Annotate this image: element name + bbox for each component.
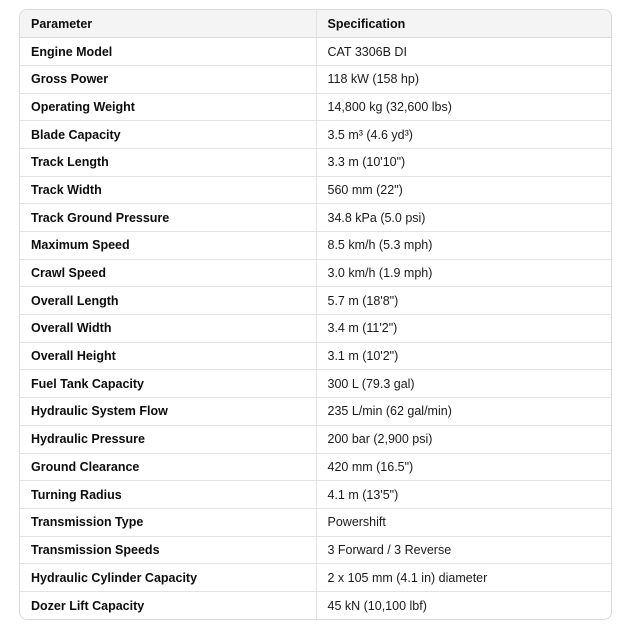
- specification-cell: 3.4 m (11'2"): [316, 315, 611, 343]
- table-row: [20, 121, 611, 149]
- specification-cell: 3.0 km/h (1.9 mph): [316, 259, 611, 287]
- specification-cell: 118 kW (158 hp): [316, 65, 611, 93]
- table-row: [20, 591, 611, 619]
- table-row: [20, 564, 611, 592]
- table-row: [20, 93, 611, 121]
- table-row: [20, 232, 611, 260]
- parameter-cell: Crawl Speed: [20, 259, 316, 287]
- column-header-specification: Specification: [316, 10, 611, 38]
- specification-cell: 8.5 km/h (5.3 mph): [316, 232, 611, 260]
- specification-cell: 14,800 kg (32,600 lbs): [316, 93, 611, 121]
- specification-cell: 200 bar (2,900 psi): [316, 425, 611, 453]
- column-header-parameter: Parameter: [20, 10, 316, 38]
- table-row: [20, 536, 611, 564]
- specification-cell: 3 Forward / 3 Reverse: [316, 536, 611, 564]
- parameter-cell: Hydraulic Pressure: [20, 425, 316, 453]
- parameter-cell: Engine Model: [31, 44, 113, 59]
- table-row: [20, 453, 611, 481]
- parameter-cell: Dozer Lift Capacity: [20, 591, 316, 619]
- specification-cell: CAT 3306B DI: [316, 38, 611, 66]
- parameter-cell: Overall Length: [20, 287, 316, 315]
- specification-cell: 45 kN (10,100 lbf): [316, 591, 611, 619]
- table-row: [20, 65, 611, 93]
- parameter-cell: Turning Radius: [20, 481, 316, 509]
- specification-cell: 235 L/min (62 gal/min): [316, 398, 611, 426]
- spec-table-container: [19, 9, 612, 620]
- parameter-cell: Gross Power: [20, 65, 316, 93]
- specification-cell: 3.3 m (10'10"): [316, 148, 611, 176]
- table-header-row: [20, 10, 611, 38]
- specification-cell: 560 mm (22"): [316, 176, 611, 204]
- parameter-cell: Overall Width: [20, 315, 316, 343]
- specification-cell: 300 L (79.3 gal): [316, 370, 611, 398]
- parameter-cell: Overall Height: [20, 342, 316, 370]
- specification-cell: 3.1 m (10'2"): [316, 342, 611, 370]
- specification-cell: 2 x 105 mm (4.1 in) diameter: [316, 564, 611, 592]
- table-row: [20, 204, 611, 232]
- specification-cell: 3.5 m³ (4.6 yd³): [316, 121, 611, 149]
- parameter-cell: Operating Weight: [20, 93, 316, 121]
- parameter-cell: Track Ground Pressure: [20, 204, 316, 232]
- specification-cell: 34.8 kPa (5.0 psi): [316, 204, 611, 232]
- parameter-cell: Track Width: [20, 176, 316, 204]
- table-row: [20, 425, 611, 453]
- parameter-cell: Fuel Tank Capacity: [20, 370, 316, 398]
- specification-cell: 420 mm (16.5"): [316, 453, 611, 481]
- parameter-cell: Track Length: [20, 148, 316, 176]
- table-row: [20, 342, 611, 370]
- specification-cell: 4.1 m (13'5"): [316, 481, 611, 509]
- table-row: [20, 148, 611, 176]
- table-row: [20, 481, 611, 509]
- table-row: [20, 315, 611, 343]
- parameter-cell: Maximum Speed: [20, 232, 316, 260]
- table-row: [20, 370, 611, 398]
- table-row: [20, 287, 611, 315]
- spec-table: [20, 10, 611, 619]
- table-row: [20, 176, 611, 204]
- parameter-cell: Transmission Type: [20, 508, 316, 536]
- table-row: [20, 508, 611, 536]
- table-row: [20, 398, 611, 426]
- specification-cell: 5.7 m (18'8"): [316, 287, 611, 315]
- table-row: [20, 259, 611, 287]
- parameter-cell: Ground Clearance: [20, 453, 316, 481]
- parameter-cell: Blade Capacity: [20, 121, 316, 149]
- table-row: [20, 38, 611, 66]
- parameter-cell: Transmission Speeds: [20, 536, 316, 564]
- table-body: [20, 38, 611, 619]
- parameter-cell: Hydraulic Cylinder Capacity: [20, 564, 316, 592]
- specification-cell: Powershift: [316, 508, 611, 536]
- parameter-cell: Hydraulic System Flow: [20, 398, 316, 426]
